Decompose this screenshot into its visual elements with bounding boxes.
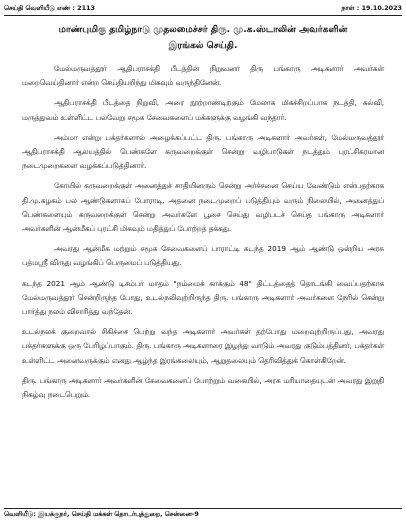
paragraph-7: உடல்நலக் குறைவால் சிகிச்சை பெற்று வந்த அடிகளார் அவர்கள் தற்போது மறைவுற்றிருப்பது, அவரது பக்தர்களுக்கு ஒரு பேரிழப்பாகும். திரு. பங்காரு அடிகளாரை இழந்து வாடும் அவரது குடும்பத்தினர், பக்தர்கள் உள்ளிட்ட அனைவருக்கும் எனது ஆழ்ந்த இரங்கலையும், ஆறுதலையும் தெரிவித்துக் கொள்கிறேன்.: [22, 327, 384, 365]
paragraph-6: கடந்த 2021 ஆம் ஆண்டு டிசம்பர் மாதம் "நம்மைக் காக்கும் 48" திட்டத்தைத் தொடங்கி வைப்பதற்காக மேல்மருவத்தூர் சென்றிருந்த போது, உடல்நலிவுற்றிருந்த திரு. பங்காரு அடிகளார் அவர்களை நேரில் சென்று பார்த்து நலம் விசாரித்து வந்தேன்.: [22, 278, 384, 317]
paragraph-3: அம்மா என்று பக்தர்களால் அழைக்கப்பட்ட திரு. பங்காரு அடிகளார் அவர்கள், மேல்மருவத்தூர் ஆதிபராசக்தி ஆலயத்தில் பெண்களே கருவறைக்குள் சென்று வழிபாடுகள் நடத்தும் புரட்சிகரமான நடைமுறைகளை வழக்கப்படுத்தினார்.: [22, 132, 384, 171]
paragraph-4: கோயில் கருவறைக்குள் அனைத்துச் சாதியினரும் சென்று அர்ச்சனை செய்ய வேண்டும் என்பதற்காக தி.மு.கழகம் பல ஆண்டுகளாகப் போராடி, அதனை நடைமுறைப் படுத்தியும் வரும் நிலையில், அனைத்துப் பெண்களையும் கருவறைக்குள் சென்று அவர்களே பூசை செய்து வழிபடச் செய்த பங்காரு அடிகளார் அவர்களின் ஆன்மீகப் புரட்சி மிகவும் மதித்துப் போற்றத் தக்கது.: [22, 181, 384, 234]
release-header: [4, 2, 402, 14]
page-title: [10, 22, 396, 54]
release-footer: வெளியீடு: இயக்குநர், செய்தி மக்கள் தொடர்புத்துறை, சென்னை-9: [4, 510, 199, 518]
release-date: நாள் : 19.10.2023: [341, 3, 402, 12]
paragraph-8: திரு. பங்காரு அடிகளார் அவர்களின் சேவைகளைப் போற்றும் வகையில், அரசு மரியாதையுடன் அவரது இறுதி நிகழ்வு நடைபெறும்.: [22, 375, 384, 400]
header-divider: [4, 15, 402, 16]
release-body: [22, 62, 384, 408]
title-line-1: மாண்புமிகு தமிழ்நாடு முதலமைச்சர் திரு. மு.க.ஸ்டாலின் அவர்களின்: [58, 25, 348, 35]
paragraph-5: அவரது ஆன்மீக மற்றும் சமூக சேவைகளைப் பாராட்டி கடந்த 2019 ஆம் ஆண்டு ஒன்றிய அரசு பத்மஸ்ரீ விருது வழங்கிப் பெருமைப் படுத்தியது.: [22, 244, 384, 268]
title-line-2: இரங்கல் செய்தி.: [168, 41, 238, 51]
paragraph-1: மேல்மருவத்தூர் ஆதிபராசக்தி பீடத்தின் நிறுவனர் திரு பங்காரு அடிகளார் அவர்கள் மறைவெய்தினார் என்ற செய்தியறிந்து மிகவும் வருந்தினேன்.: [22, 64, 384, 88]
paragraph-2: ஆதிபராசக்தி பீடத்தை நிறுவி, அரை நூற்றாண்டிற்கும் மேலாக மிகச்சிறப்பாக நடத்தி, கல்வி, மருத்துவம் உள்ளிட்ட பல்வேறு சமூக சேவைகளைப் மக்களுக்கு வழங்கி வந்தார்.: [22, 98, 384, 122]
release-number: செய்தி வெளியீடு எண் : 2113: [4, 3, 95, 12]
footer-divider: [4, 508, 402, 509]
